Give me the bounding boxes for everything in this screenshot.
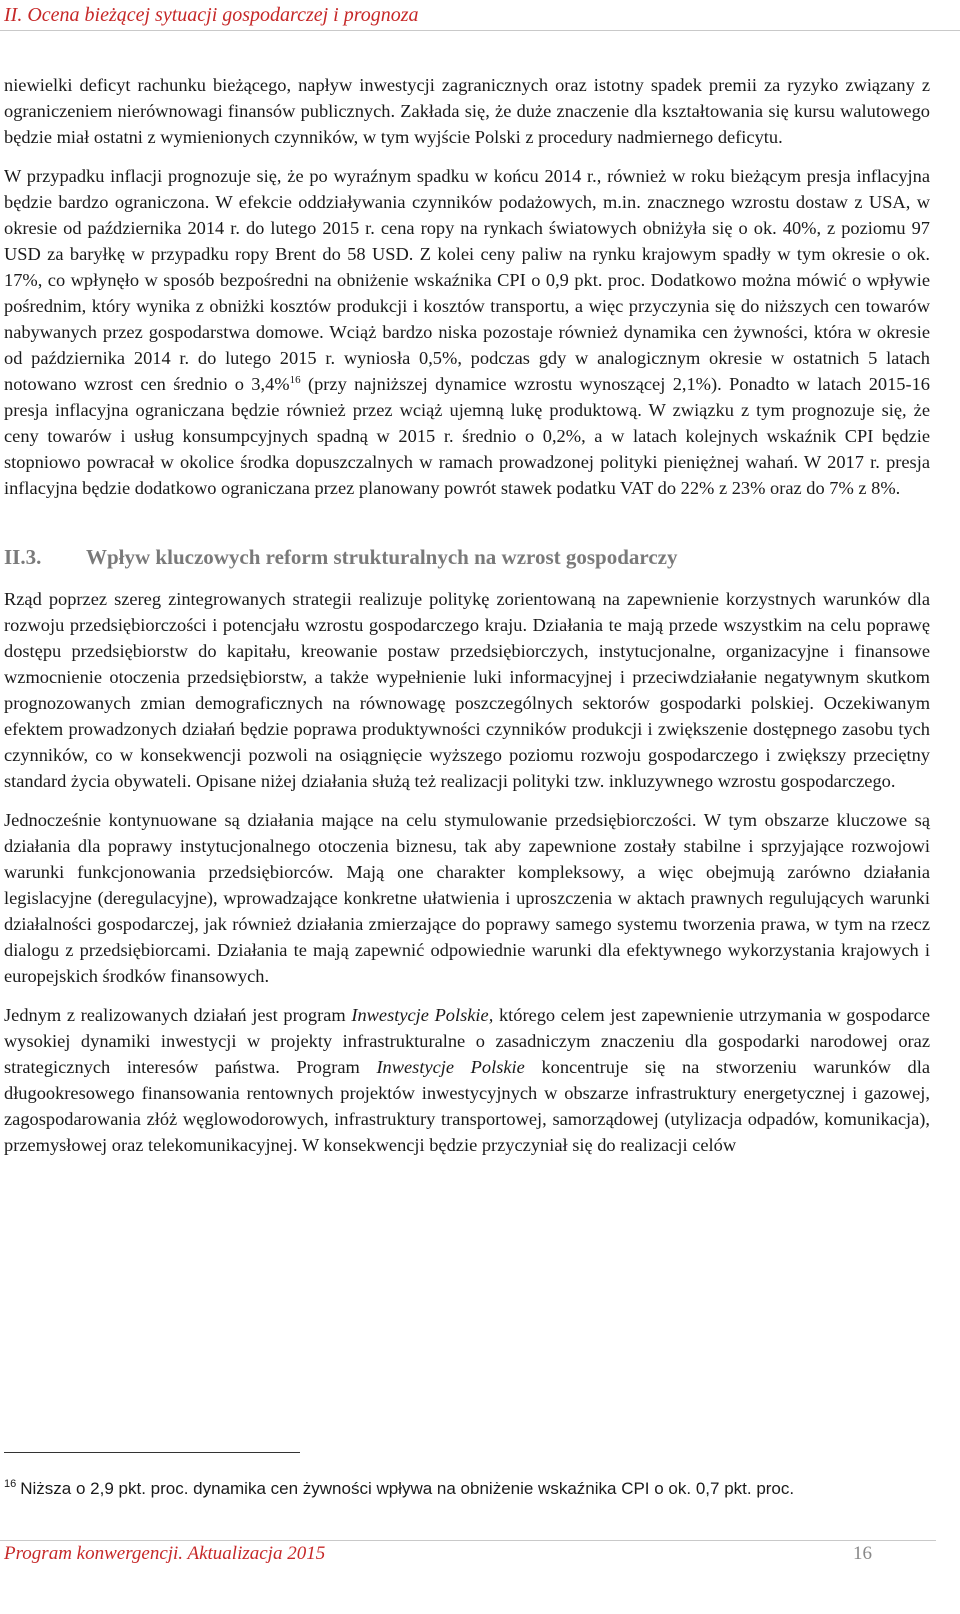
paragraph-deficit: niewielki deficyt rachunku bieżącego, napływ inwestycji zagranicznych oraz istotny spadek premii za ryzyko związany z ograniczeniem nierównowagi finansów publicznych. Zakłada się, że duże znaczenie dla kształtowania się kursu walutowego będzie miał ostatni z wymienionych czynników, w tym wyjście Polski z procedury nadmiernego deficytu.: [4, 75, 930, 147]
program-name: Inwestycje Polskie: [376, 1057, 525, 1077]
footnote-text: Niższa o 2,9 pkt. proc. dynamika cen żywności wpływa na obniżenie wskaźnika CPI o ok. 0,7 pkt. proc.: [20, 1479, 795, 1498]
footnote: [4, 1478, 930, 1500]
main-content: [4, 72, 930, 1171]
section-heading: [4, 545, 930, 570]
program-name: Inwestycje Polskie,: [351, 1005, 494, 1025]
section-title: Wpływ kluczowych reform strukturalnych na wzrost gospodarczy: [86, 545, 678, 569]
page-number: 16: [853, 1543, 872, 1564]
section-number: II.3.: [4, 545, 42, 569]
footer-title: Program konwergencji. Aktualizacja 2015: [4, 1543, 326, 1564]
paragraph-inflation: [4, 163, 930, 501]
page-footer: [0, 1540, 936, 1567]
paragraph-inflation-part2: (przy najniższej dynamice wzrostu wynoszącej 2,1%). Ponadto w latach 2015-16 presja inflacyjna ograniczana będzie również przez wciąż ujemną lukę produktową. W związku z tym prognozuje się, że ceny towarów i usług konsumpcyjnych spadną w 2015 r. średnio o 0,2%, a w latach kolejnych wskaźnik CPI będzie stopniowo powracał w okolice środka dopuszczalnych w ramach prowadzonej polityki pieniężnej wahań. W 2017 r. presja inflacyjna będzie dodatkowo ograniczana przez planowany powrót stawek podatku VAT do 22% z 23% oraz do 7% z 8%.: [4, 374, 930, 498]
paragraph-inflation-part1: W przypadku inflacji prognozuje się, że po wyraźnym spadku w końcu 2014 r., również w roku bieżącym presja inflacyjna będzie bardzo ograniczona. W efekcie oddziaływania czynników podażowych, m.in. znacznego wzrostu dostaw z USA, w okresie od października 2014 r. do lutego 2015 r. cena ropy na rynkach światowych obniżyła się o ok. 40%, z poziomu 97 USD za baryłkę w przypadku ropy Brent do 58 USD. Z kolei ceny paliw na rynku krajowym spadły w tym okresie o ok. 17%, co wpłynęło w sposób bezpośredni na obniżenie wskaźnika CPI o 0,9 pkt. proc. Dodatkowo można mówić o wpływie pośrednim, który wynika z obniżki kosztów produkcji i kosztów transportu, a więc przyczynia się do niższych cen towarów nabywanych przez gospodarstwa domowe. Wciąż bardzo niska pozostaje również dynamika cen żywności, która w okresie od października 2014 r. do lutego 2015 r. wyniosła 0,5%, podczas gdy w analogicznym okresie w ostatnich 5 latach notowano wzrost cen średnio o 3,4%: [4, 166, 930, 394]
footnote-marker: 16: [4, 1478, 17, 1491]
footnote-separator: [4, 1452, 300, 1453]
paragraph-government-strategy: Rząd poprzez szereg zintegrowanych strategii realizuje politykę zorientowaną na zapewnienie korzystnych warunków dla rozwoju przedsiębiorczości i potencjału wzrostu gospodarczego kraju. Działania te mają przede wszystkim na celu poprawę dostępu przedsiębiorstw do kapitału, kreowanie postaw przedsiębiorczych, instytucjonalne, organizacyjne i finansowe wzmocnienie otoczenia przedsiębiorstw, a także wypełnienie luki informacyjnej i przeciwdziałanie negatywnym skutkom prognozowanych zmian demograficznych na równowagę poszczególnych sektorów gospodarki polskiej. Oczekiwanym efektem prowadzonych działań będzie poprawa produktywności czynników produkcji i zwiększenie dostępnego zasobu tych czynników, co w konsekwencji pozwoli na osiągnięcie wyższego poziomu rozwoju gospodarczego i zwiększy przeciętny standard życia obywateli. Opisane niżej działania służą też realizacji polityki tzw. inkluzywnego wzrostu gospodarczego.: [4, 589, 930, 791]
paragraph-investments-part3: koncentruje się na stworzeniu warunków dla długookresowego finansowania rentownych projektów inwestycyjnych w obszarze infrastruktury energetycznej i gazowej, zagospodarowania złóż węglowodorowych, infrastruktury transportowej, samorządowej (utylizacja odpadów, komunikacja), przemysłowej oraz telekomunikacyjnej. W konsekwencji będzie przyczyniał się do realizacji celów: [4, 1057, 930, 1155]
paragraph-investments-program: [4, 1002, 930, 1158]
header-title: II. Ocena bieżącej sytuacji gospodarczej i prognoza: [4, 4, 419, 26]
paragraph-investments-part1: Jednym z realizowanych działań jest program: [4, 1005, 352, 1025]
page-header: [0, 4, 960, 31]
footnote-reference[interactable]: 16: [289, 373, 301, 386]
paragraph-investments-part2: którego celem jest zapewnienie utrzymania w gospodarce wysokiej dynamiki inwestycji w projekty infrastrukturalne o zasadniczym znaczeniu dla gospodarki narodowej oraz strategicznych interesów państwa. Program: [4, 1005, 930, 1077]
paragraph-entrepreneurship: Jednocześnie kontynuowane są działania mające na celu stymulowanie przedsiębiorczości. W tym obszarze kluczowe są działania dla poprawy instytucjonalnego otoczenia biznesu, tak aby zapewnione zostały stabilne i sprzyjające rozwojowi warunki funkcjonowania przedsiębiorców. Mają one charakter kompleksowy, a więc obejmują zarówno działania legislacyjne (deregulacyjne), wprowadzające konkretne ułatwienia i uproszczenia w aktach prawnych regulujących warunki działalności gospodarczej, jak również działania zmierzające do poprawy samego systemu tworzenia prawa, w tym na rzecz dialogu z przedsiębiorcami. Działania te mają zapewnić odpowiednie warunki dla efektywnego wykorzystania krajowych i europejskich środków finansowych.: [4, 810, 930, 986]
